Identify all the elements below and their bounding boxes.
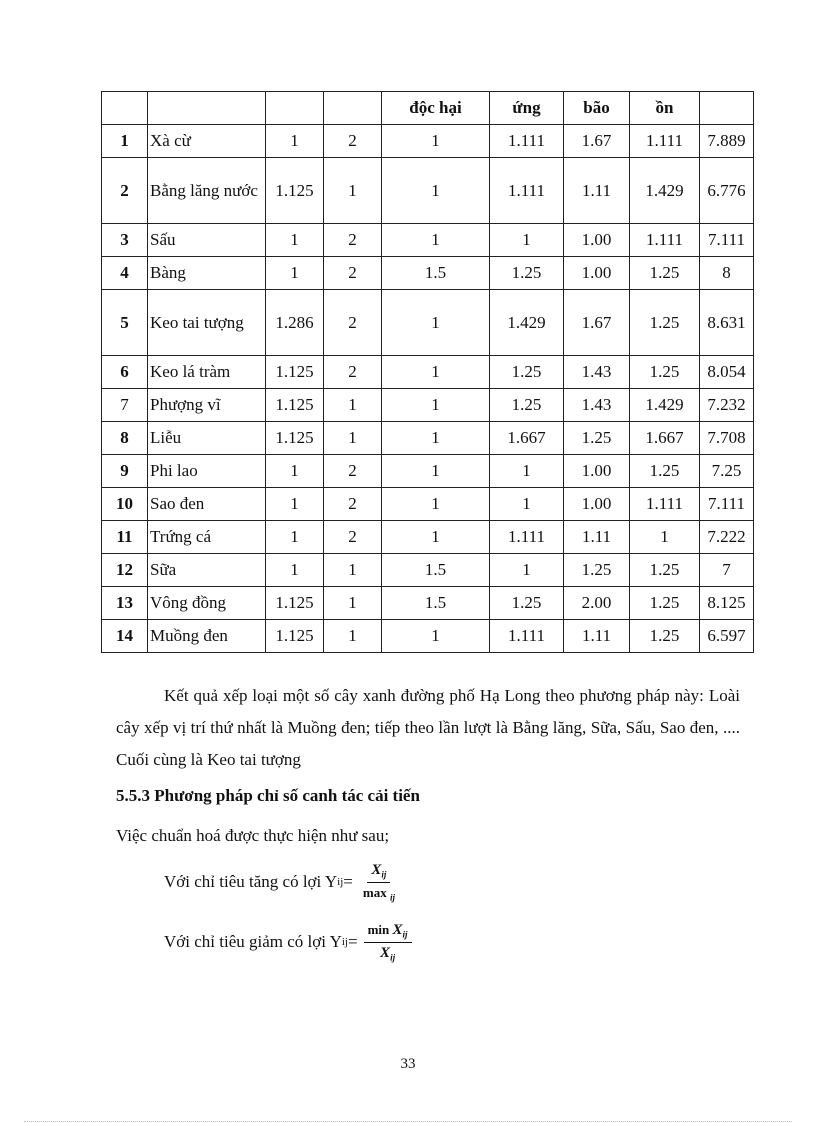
value-cell: 1.111	[630, 488, 700, 521]
value-cell: 2	[324, 224, 382, 257]
value-cell: 1.25	[630, 455, 700, 488]
value-cell: 2	[324, 290, 382, 356]
value-cell: 1.25	[630, 290, 700, 356]
header-cell	[266, 92, 324, 125]
value-cell: 1.25	[490, 587, 564, 620]
row-number-cell: 2	[102, 158, 148, 224]
value-cell: 1	[266, 125, 324, 158]
fraction	[359, 862, 399, 902]
value-cell: 1.667	[490, 422, 564, 455]
value-cell: 1.43	[564, 389, 630, 422]
value-cell: 1.125	[266, 356, 324, 389]
value-cell: 1.429	[490, 290, 564, 356]
row-number-cell: 7	[102, 389, 148, 422]
value-cell: 1.286	[266, 290, 324, 356]
species-name-cell: Bàng	[148, 257, 266, 290]
value-cell: 8.125	[700, 587, 754, 620]
table-row	[102, 224, 754, 257]
value-cell: 1.25	[630, 620, 700, 653]
value-cell: 1.125	[266, 620, 324, 653]
numerator-variable: X	[371, 862, 382, 878]
section-heading: 5.5.3 Phương pháp chỉ số canh tác cải tiến	[116, 786, 420, 805]
fraction-numerator	[367, 862, 390, 883]
value-cell: 1.25	[630, 554, 700, 587]
table-row	[102, 521, 754, 554]
header-cell: ứng	[490, 92, 564, 125]
formula-label: Với chỉ tiêu giảm có lợi Y	[164, 932, 342, 952]
row-number-cell: 9	[102, 455, 148, 488]
value-cell: 1.00	[564, 488, 630, 521]
header-cell: độc hại	[382, 92, 490, 125]
value-cell: 2	[324, 257, 382, 290]
value-cell: 1.667	[630, 422, 700, 455]
value-cell: 1.429	[630, 389, 700, 422]
row-number-cell: 11	[102, 521, 148, 554]
value-cell: 7.111	[700, 488, 754, 521]
value-cell: 7.708	[700, 422, 754, 455]
value-cell: 1	[382, 125, 490, 158]
value-cell: 2	[324, 356, 382, 389]
value-cell: 1	[490, 224, 564, 257]
value-cell: 1.25	[564, 554, 630, 587]
numerator-subscript: ij	[381, 869, 387, 880]
value-cell: 1.11	[564, 521, 630, 554]
value-cell: 1.5	[382, 587, 490, 620]
value-cell: 7.222	[700, 521, 754, 554]
denominator-variable: X	[380, 944, 391, 961]
result-paragraph: Kết quả xếp loại một số cây xanh đường phố Hạ Long theo phương pháp này: Loài cây xếp vị trí thứ nhất là Muồng đen; tiếp theo lần lượt là Bằng lăng, Sữa, Sấu, Sao đen, .... Cuối cùng là Keo tai tượng	[116, 686, 740, 769]
value-cell: 1.111	[630, 125, 700, 158]
row-number-cell: 6	[102, 356, 148, 389]
value-cell: 6.597	[700, 620, 754, 653]
value-cell: 1	[382, 422, 490, 455]
value-cell: 1	[266, 224, 324, 257]
data-table	[101, 91, 754, 653]
fraction	[364, 922, 412, 962]
numerator-variable: X	[392, 922, 403, 938]
value-cell: 7.232	[700, 389, 754, 422]
row-number-cell: 4	[102, 257, 148, 290]
value-cell: 1	[382, 521, 490, 554]
value-cell: 1.00	[564, 455, 630, 488]
table-row	[102, 587, 754, 620]
numerator-prefix: min	[367, 922, 390, 937]
value-cell: 1.43	[564, 356, 630, 389]
header-cell: ồn	[630, 92, 700, 125]
value-cell: 1	[324, 389, 382, 422]
value-cell: 7	[700, 554, 754, 587]
header-cell	[324, 92, 382, 125]
species-name-cell: Phượng vĩ	[148, 389, 266, 422]
value-cell: 1	[382, 158, 490, 224]
value-cell: 1	[490, 488, 564, 521]
value-cell: 1	[490, 554, 564, 587]
species-name-cell: Phi lao	[148, 455, 266, 488]
value-cell: 2	[324, 125, 382, 158]
value-cell: 1	[324, 587, 382, 620]
value-cell: 1.25	[564, 422, 630, 455]
formula-increase-benefit	[164, 862, 399, 902]
value-cell: 1.125	[266, 422, 324, 455]
numerator-subscript: ij	[402, 929, 408, 940]
value-cell: 1.5	[382, 554, 490, 587]
species-name-cell: Vông đồng	[148, 587, 266, 620]
value-cell: 8.054	[700, 356, 754, 389]
header-cell	[102, 92, 148, 125]
page-number: 33	[400, 1056, 416, 1072]
value-cell: 8	[700, 257, 754, 290]
value-cell: 1	[266, 521, 324, 554]
table-row	[102, 455, 754, 488]
species-name-cell: Trứng cá	[148, 521, 266, 554]
value-cell: 1	[266, 554, 324, 587]
species-name-cell: Liễu	[148, 422, 266, 455]
value-cell: 1	[382, 356, 490, 389]
header-cell	[700, 92, 754, 125]
row-number-cell: 12	[102, 554, 148, 587]
table-row	[102, 422, 754, 455]
formula-equals: =	[343, 872, 353, 892]
table-row	[102, 257, 754, 290]
species-name-cell: Keo tai tượng	[148, 290, 266, 356]
formula-equals: =	[348, 932, 358, 952]
table-row	[102, 158, 754, 224]
value-cell: 2	[324, 488, 382, 521]
fraction-denominator	[376, 943, 399, 963]
value-cell: 1	[490, 455, 564, 488]
intro-line: Việc chuẩn hoá được thực hiện như sau;	[116, 826, 390, 845]
species-name-cell: Xà cừ	[148, 125, 266, 158]
value-cell: 1.25	[490, 356, 564, 389]
species-name-cell: Sữa	[148, 554, 266, 587]
value-cell: 1.67	[564, 125, 630, 158]
value-cell: 8.631	[700, 290, 754, 356]
page-bottom-divider	[24, 1121, 792, 1122]
value-cell: 1.111	[490, 158, 564, 224]
species-name-cell: Bằng lăng nước	[148, 158, 266, 224]
value-cell: 1.125	[266, 389, 324, 422]
value-cell: 7.111	[700, 224, 754, 257]
row-number-cell: 8	[102, 422, 148, 455]
value-cell: 1	[324, 158, 382, 224]
table-row	[102, 356, 754, 389]
table-header-row	[102, 92, 754, 125]
formula-label: Với chỉ tiêu tăng có lợi Y	[164, 872, 338, 892]
value-cell: 1	[324, 620, 382, 653]
value-cell: 1	[382, 455, 490, 488]
header-cell	[148, 92, 266, 125]
value-cell: 1.11	[564, 620, 630, 653]
value-cell: 1	[324, 554, 382, 587]
formula-decrease-benefit	[164, 922, 412, 962]
formula-subscript: ij	[341, 936, 348, 949]
value-cell: 6.776	[700, 158, 754, 224]
header-cell: bão	[564, 92, 630, 125]
value-cell: 1	[382, 488, 490, 521]
value-cell: 1.111	[490, 620, 564, 653]
value-cell: 1.5	[382, 257, 490, 290]
value-cell: 1.00	[564, 224, 630, 257]
denominator-subscript: ij	[389, 892, 395, 903]
value-cell: 2.00	[564, 587, 630, 620]
formula-subscript: ij	[337, 876, 344, 889]
value-cell: 1.25	[490, 257, 564, 290]
value-cell: 1	[382, 620, 490, 653]
table-row	[102, 389, 754, 422]
denominator-prefix: max	[362, 884, 387, 900]
value-cell: 1.25	[490, 389, 564, 422]
value-cell: 1.111	[490, 125, 564, 158]
row-number-cell: 5	[102, 290, 148, 356]
table-row	[102, 125, 754, 158]
species-name-cell: Muồng đen	[148, 620, 266, 653]
row-number-cell: 1	[102, 125, 148, 158]
value-cell: 1	[324, 422, 382, 455]
table-row	[102, 290, 754, 356]
value-cell: 1	[266, 257, 324, 290]
value-cell: 1.11	[564, 158, 630, 224]
table-row	[102, 554, 754, 587]
fraction-denominator	[359, 883, 399, 903]
value-cell: 1	[382, 389, 490, 422]
table-body	[102, 92, 754, 653]
value-cell: 1.125	[266, 158, 324, 224]
value-cell: 1	[382, 290, 490, 356]
value-cell: 1	[266, 455, 324, 488]
table-row	[102, 620, 754, 653]
value-cell: 1.25	[630, 587, 700, 620]
value-cell: 7.889	[700, 125, 754, 158]
value-cell: 1	[630, 521, 700, 554]
value-cell: 1.111	[490, 521, 564, 554]
species-name-cell: Sấu	[148, 224, 266, 257]
value-cell: 2	[324, 455, 382, 488]
value-cell: 1.67	[564, 290, 630, 356]
table-row	[102, 488, 754, 521]
denominator-subscript: ij	[390, 952, 396, 963]
species-name-cell: Sao đen	[148, 488, 266, 521]
row-number-cell: 14	[102, 620, 148, 653]
value-cell: 1.111	[630, 224, 700, 257]
value-cell: 1	[266, 488, 324, 521]
value-cell: 7.25	[700, 455, 754, 488]
value-cell: 1	[382, 224, 490, 257]
species-name-cell: Keo lá tràm	[148, 356, 266, 389]
value-cell: 2	[324, 521, 382, 554]
value-cell: 1.429	[630, 158, 700, 224]
value-cell: 1.25	[630, 356, 700, 389]
value-cell: 1.125	[266, 587, 324, 620]
row-number-cell: 3	[102, 224, 148, 257]
row-number-cell: 13	[102, 587, 148, 620]
value-cell: 1.00	[564, 257, 630, 290]
value-cell: 1.25	[630, 257, 700, 290]
row-number-cell: 10	[102, 488, 148, 521]
fraction-numerator	[364, 922, 412, 943]
